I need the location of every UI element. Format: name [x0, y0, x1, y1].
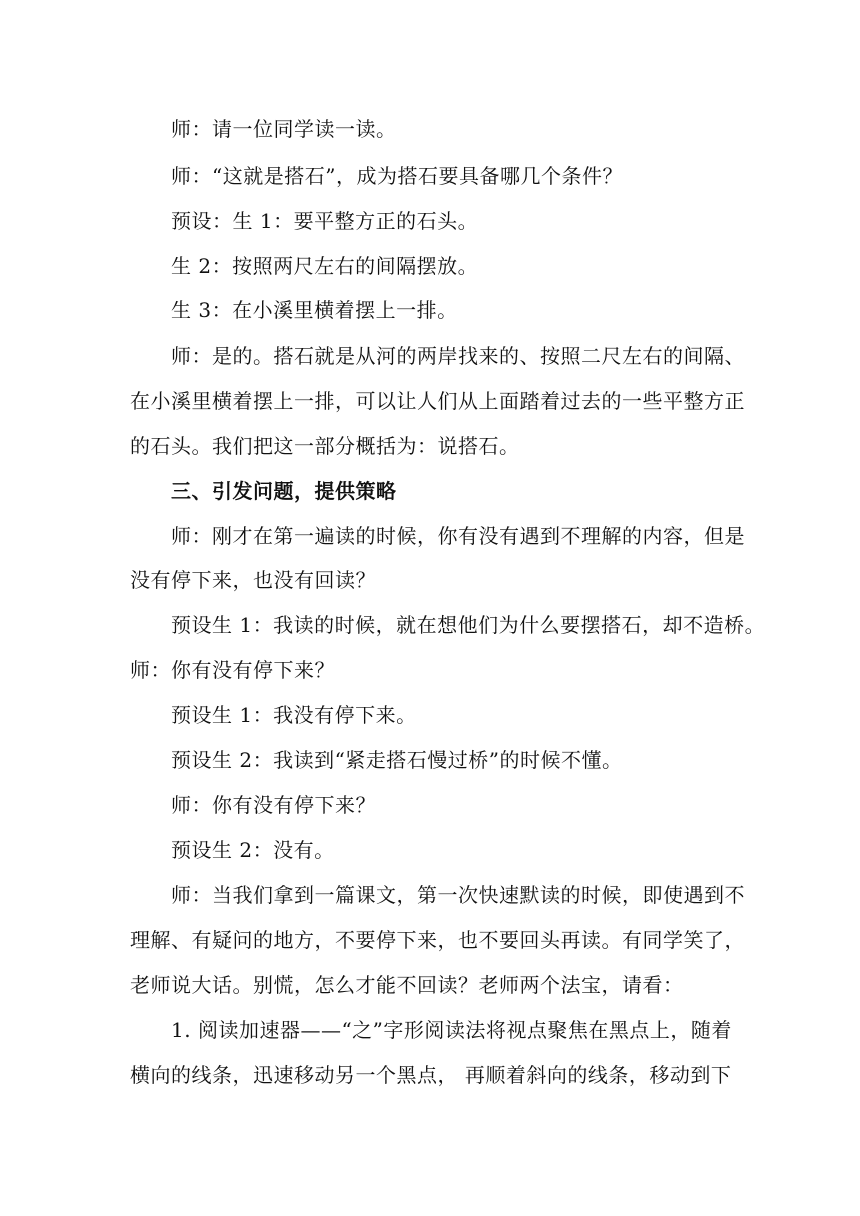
dialogue-line: 师：你有没有停下来？ — [130, 658, 335, 682]
dialogue-line: 预设生 1：我读的时候，就在想他们为什么要摆搭石，却不造桥。 — [171, 613, 766, 637]
section-heading: 三、引发问题，提供策略 — [171, 479, 397, 503]
paragraph-line: 理解、有疑问的地方，不要停下来，也不要回头再读。有同学笑了， — [130, 928, 745, 952]
dialogue-line: 师：“这就是搭石”，成为搭石要具备哪几个条件？ — [171, 164, 623, 188]
dialogue-line: 预设生 1：我没有停下来。 — [171, 703, 417, 727]
dialogue-line: 预设生 2：没有。 — [171, 838, 335, 862]
dialogue-line: 生 3：在小溪里横着摆上一排。 — [171, 298, 458, 322]
paragraph-line: 没有停下来，也没有回读？ — [130, 568, 376, 592]
dialogue-line: 预设：生 1：要平整方正的石头。 — [171, 209, 479, 233]
paragraph-line: 师：当我们拿到一篇课文，第一次快速默读的时候，即使遇到不 — [171, 883, 745, 907]
dialogue-line: 生 2：按照两尺左右的间隔摆放。 — [171, 254, 479, 278]
paragraph-line: 老师说大话。别慌，怎么才能不回读？老师两个法宝，请看： — [130, 973, 684, 997]
dialogue-line: 师：请一位同学读一读。 — [171, 117, 397, 141]
paragraph-line: 师：是的。搭石就是从河的两岸找来的、按照二尺左右的间隔、 — [171, 344, 745, 368]
paragraph-line: 横向的线条，迅速移动另一个黑点， 再顺着斜向的线条，移动到下 — [130, 1063, 732, 1087]
dialogue-line: 预设生 2：我读到“紧走搭石慢过桥”的时候不懂。 — [171, 748, 623, 772]
dialogue-line: 师：你有没有停下来？ — [171, 793, 376, 817]
paragraph-line: 在小溪里横着摆上一排，可以让人们从上面踏着过去的一些平整方正 — [130, 389, 745, 413]
paragraph-line: 的石头。我们把这一部分概括为：说搭石。 — [130, 434, 520, 458]
paragraph-line: 1. 阅读加速器——“之”字形阅读法将视点聚焦在黑点上，随着 — [171, 1018, 732, 1042]
paragraph-line: 师：刚才在第一遍读的时候，你有没有遇到不理解的内容，但是 — [171, 524, 745, 548]
